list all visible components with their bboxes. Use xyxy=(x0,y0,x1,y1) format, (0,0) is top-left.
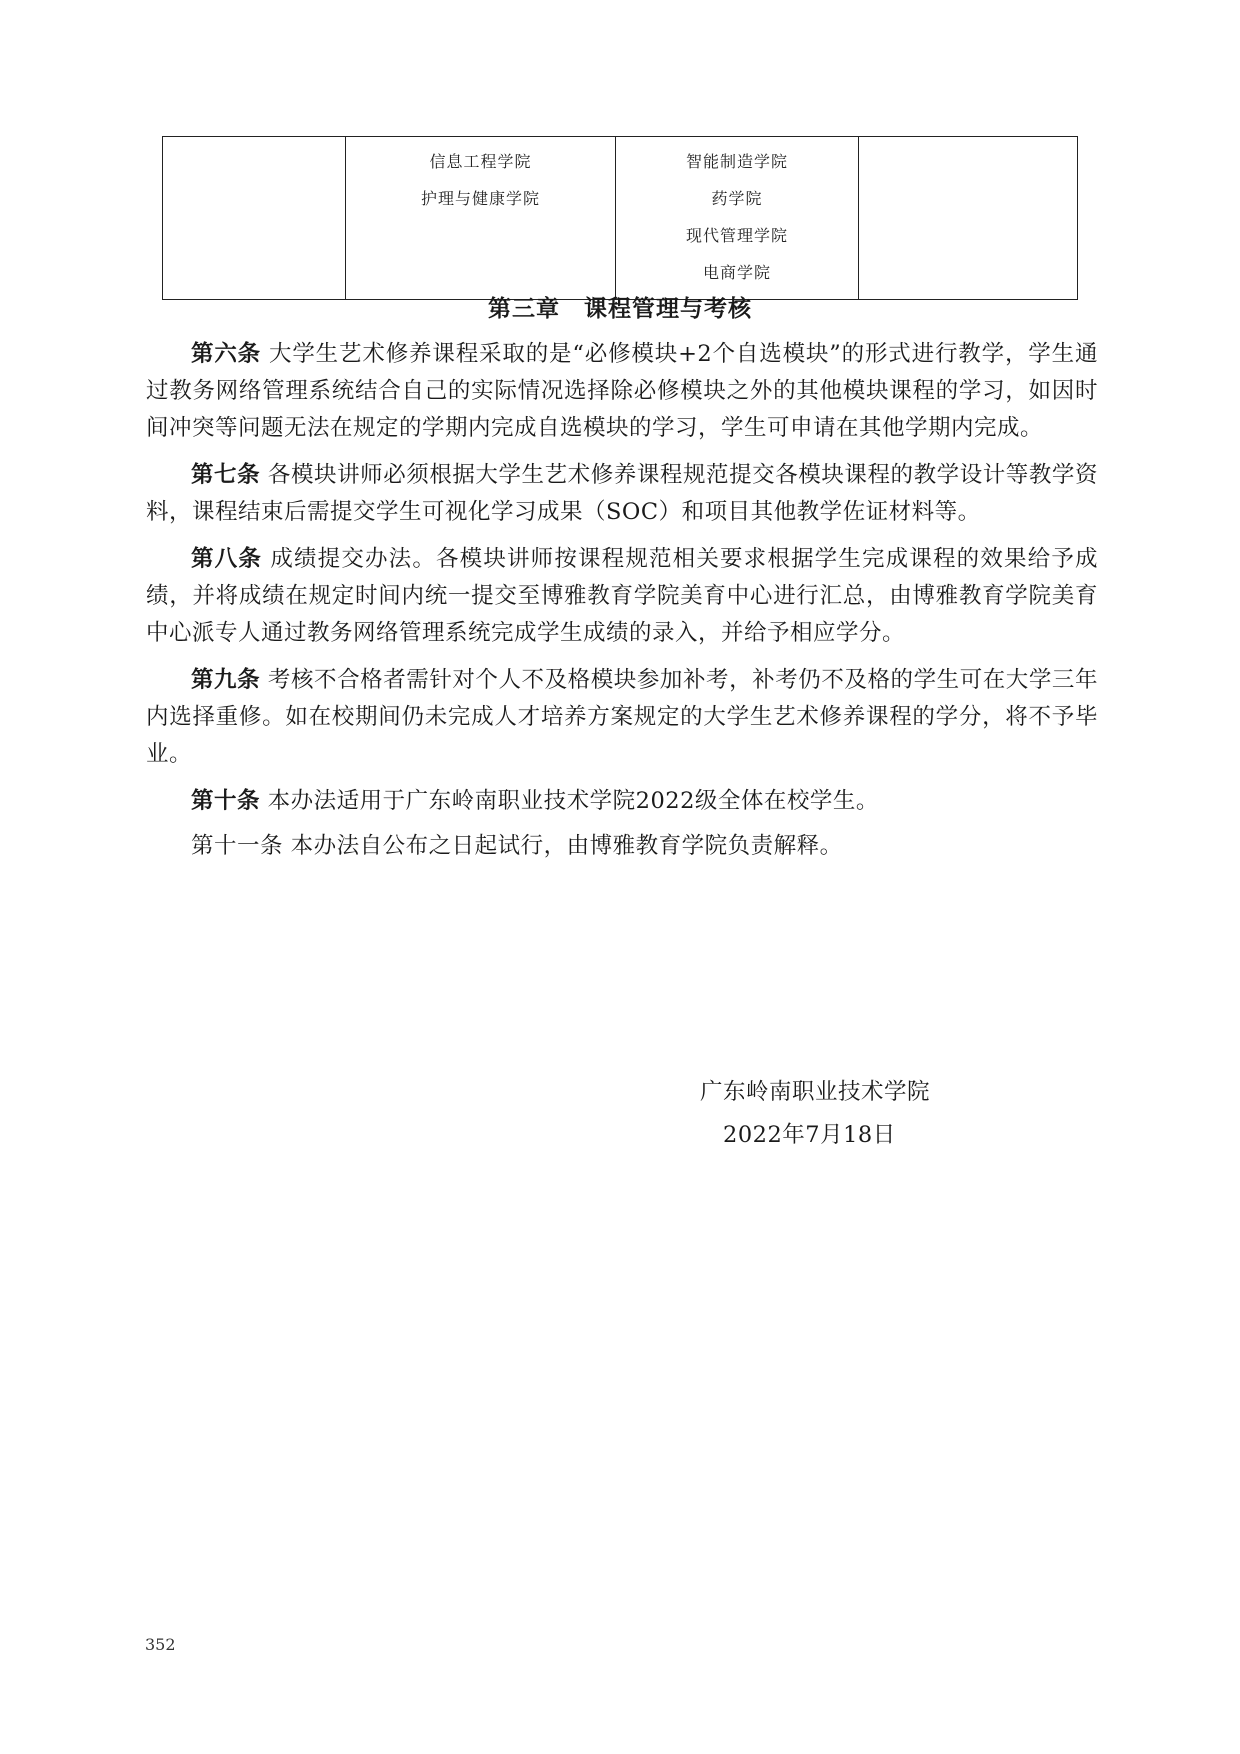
article-text: 本办法适用于广东岭南职业技术学院2022级全体在校学生。 xyxy=(260,788,879,814)
article-nine xyxy=(146,662,1098,773)
college-table xyxy=(162,136,1078,300)
college-name: 护理与健康学院 xyxy=(420,189,540,208)
article-heading: 第九条 xyxy=(191,667,261,693)
college-name: 药学院 xyxy=(711,189,763,208)
college-name: 信息工程学院 xyxy=(429,152,532,171)
table-cell-empty-left xyxy=(163,137,346,300)
signature-block xyxy=(700,1074,930,1154)
article-eight xyxy=(146,541,1098,652)
article-text: 各模块讲师必须根据大学生艺术修养课程规范提交各模块课程的教学设计等教学资料，课程结束后需提交学生可视化学习成果（SOC）和项目其他教学佐证材料等。 xyxy=(146,462,1098,525)
article-heading: 第七条 xyxy=(191,462,261,488)
article-six xyxy=(146,336,1098,447)
article-text: 大学生艺术修养课程采取的是“必修模块+2个自选模块”的形式进行教学，学生通过教务网络管理系统结合自己的实际情况选择除必修模块之外的其他模块课程的学习，如因时间冲突等问题无法在规定的学期内完成自选模块的学习，学生可申请在其他学期内完成。 xyxy=(146,341,1098,441)
article-text: 考核不合格者需针对个人不及格模块参加补考，补考仍不及格的学生可在大学三年内选择重修。如在校期间仍未完成人才培养方案规定的大学生艺术修养课程的学分，将不予毕业。 xyxy=(146,667,1098,767)
article-eleven: 第十一条 本办法自公布之日起试行，由博雅教育学院负责解释。 xyxy=(191,833,843,859)
college-name: 电商学院 xyxy=(702,263,771,282)
article-heading: 第十条 xyxy=(191,788,261,814)
table-cell-colleges-a xyxy=(346,137,616,300)
issuing-organization: 广东岭南职业技术学院 xyxy=(700,1079,931,1105)
issue-date: 2022年7月18日 xyxy=(723,1122,896,1148)
college-name: 现代管理学院 xyxy=(685,226,788,245)
article-ten xyxy=(146,783,1098,820)
article-heading: 第六条 xyxy=(191,341,262,367)
article-seven xyxy=(146,457,1098,531)
article-list xyxy=(146,336,1098,873)
college-name: 智能制造学院 xyxy=(685,152,788,171)
chapter-title: 第三章 课程管理与考核 xyxy=(488,296,752,322)
article-text: 成绩提交办法。各模块讲师按课程规范相关要求根据学生完成课程的效果给予成绩，并将成绩在规定时间内统一提交至博雅教育学院美育中心进行汇总，由博雅教育学院美育中心派专人通过教务网络管理系统完成学生成绩的录入，并给予相应学分。 xyxy=(146,546,1098,646)
article-heading: 第八条 xyxy=(191,546,262,572)
page-number: 352 xyxy=(145,1635,176,1654)
table-cell-empty-right xyxy=(859,137,1078,300)
table-cell-colleges-b xyxy=(616,137,859,300)
table-row xyxy=(163,137,1078,300)
